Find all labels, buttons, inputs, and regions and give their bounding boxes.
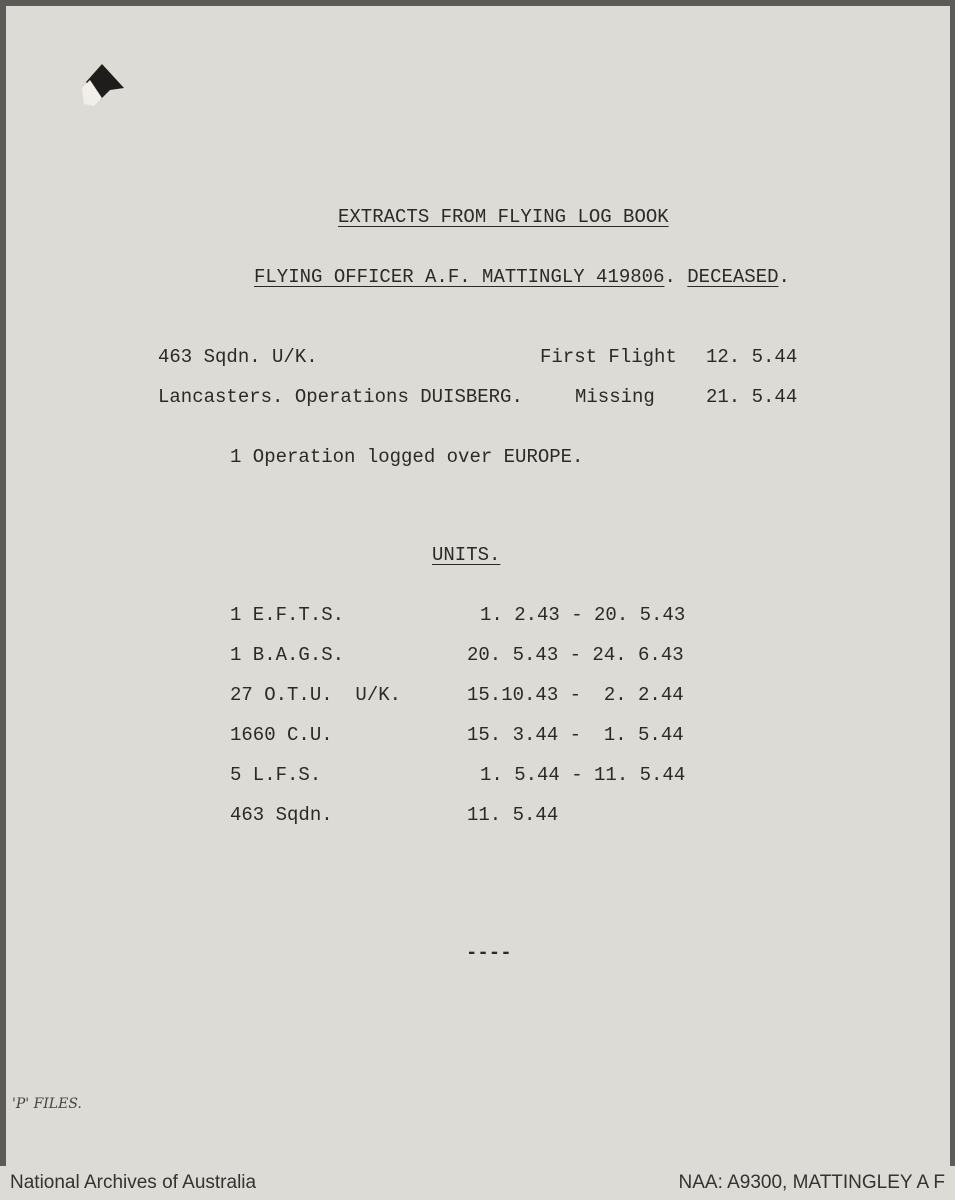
officer-name: FLYING OFFICER A.F. MATTINGLY 419806 [254,266,665,288]
unit-dates: 20. 5.43 - 24. 6.43 [467,644,684,666]
footer-archive-name: National Archives of Australia [10,1172,257,1193]
handwritten-note: 'P' FILES. [12,1096,82,1112]
unit-dates: 1. 5.44 - 11. 5.44 [480,764,686,786]
squadron-text: 463 Sqdn. U/K. [158,346,318,368]
torn-corner-icon [80,60,128,108]
unit-name: 1 E.F.T.S. [230,604,345,626]
unit-dates: 15. 3.44 - 1. 5.44 [467,724,684,746]
status-deceased: DECEASED [687,266,779,288]
first-flight-label: First Flight [540,346,677,368]
first-flight-date: 12. 5.44 [706,346,798,368]
unit-dates: 15.10.43 - 2. 2.44 [467,684,684,706]
missing-date: 21. 5.44 [706,386,798,408]
page-title: EXTRACTS FROM FLYING LOG BOOK [338,206,669,228]
unit-dates: 1. 2.43 - 20. 5.43 [480,604,686,626]
end-mark: ---- [466,942,512,964]
unit-name: 1 B.A.G.S. [230,644,345,666]
operations-text: Lancasters. Operations DUISBERG. [158,386,523,408]
unit-name: 27 O.T.U. U/K. [230,684,402,706]
unit-name: 1660 C.U. [230,724,333,746]
operations-note: 1 Operation logged over EUROPE. [230,446,584,468]
document-page [6,6,950,1166]
unit-name: 5 L.F.S. [230,764,322,786]
officer-heading: FLYING OFFICER A.F. MATTINGLY 419806. DECEASED. [254,266,790,288]
unit-name: 463 Sqdn. [230,804,333,826]
missing-label: Missing [575,386,655,408]
units-heading: UNITS. [432,544,501,566]
unit-dates: 11. 5.44 [467,804,559,826]
footer-reference: NAA: A9300, MATTINGLEY A F [678,1172,945,1193]
